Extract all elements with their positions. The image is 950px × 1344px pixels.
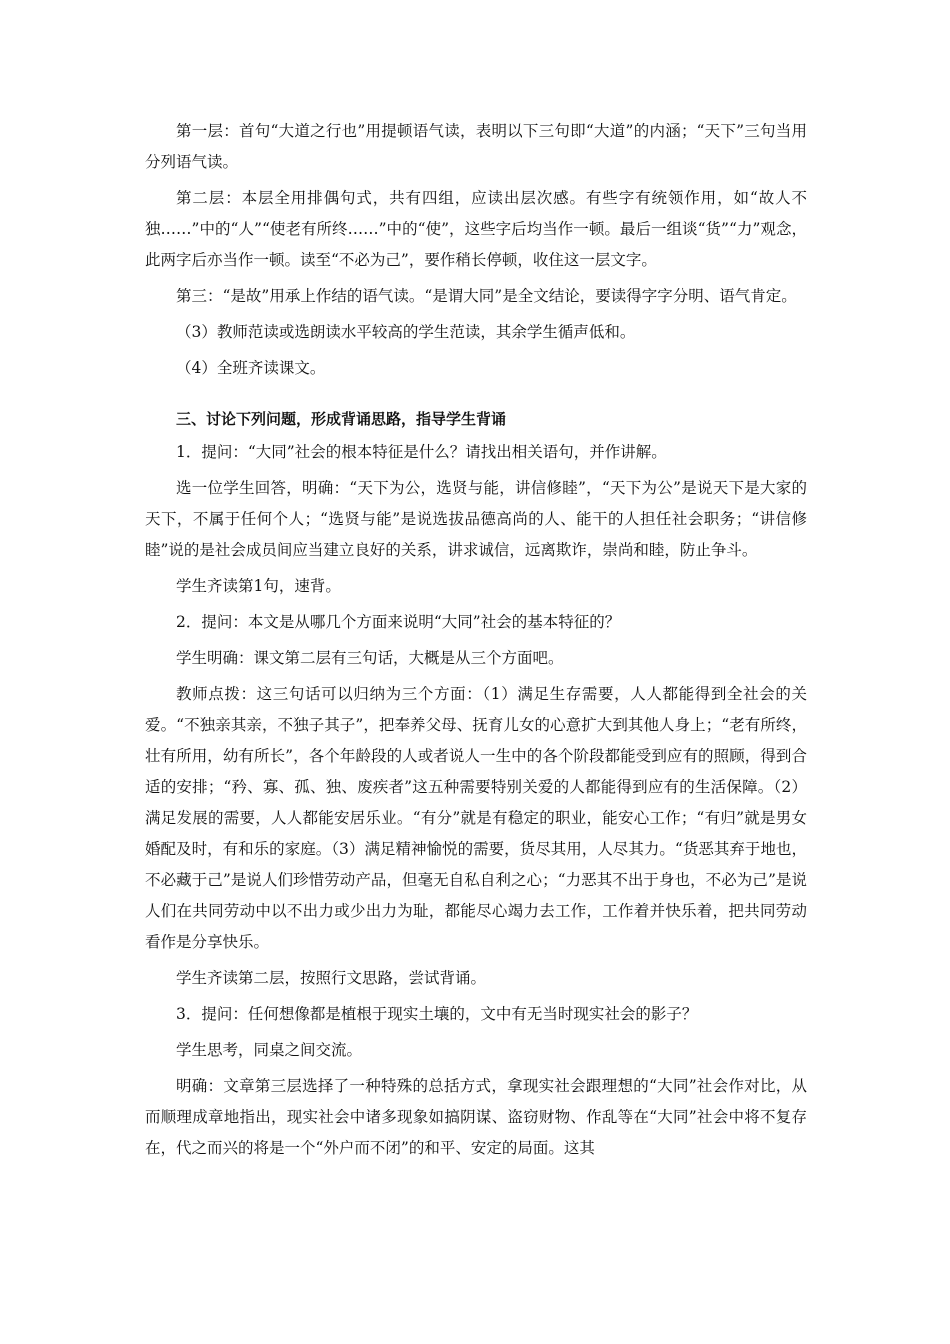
paragraph-answer-3: 明确：文章第三层选择了一种特殊的总括方式，拿现实社会跟理想的“大同”社会作对比，从而顺理成章地指出，现实社会中诸多现象如搞阴谋、盗窃财物、作乱等在“大同”社会中将不复存在，代之而兴的将是一个“外户而不闭”的和平、安定的局面。这其 xyxy=(145,1077,807,1157)
section-heading: 三、讨论下列问题，形成背诵思路，指导学生背诵 xyxy=(176,410,507,428)
paragraph-answer-1: 选一位学生回答，明确：“天下为公，选贤与能，讲信修睦”，“天下为公”是说天下是大家的天下，不属于任何个人；“选贤与能”是说选拔品德高尚的人、能干的人担任社会职务；“讲信修睦”说的是社会成员间应当建立良好的关系，讲求诚信，远离欺诈，崇尚和睦，防止争斗。 xyxy=(145,479,807,559)
paragraph-layer-three: 第三：“是故”用承上作结的语气读。“是谓大同”是全文结论，要读得字字分明、语气肯定。 xyxy=(176,287,797,305)
paragraph-student-answer-2: 学生明确：课文第二层有三句话，大概是从三个方面吧。 xyxy=(176,649,564,667)
paragraph-layer-two: 第二层：本层全用排偶句式，共有四组，应读出层次感。有些字有统领作用，如“故人不独……”中的“人”“使老有所终……”中的“使”，这些字后均当作一顿。最后一组谈“货”“力”观念，此两字后亦当作一顿。读至“不必为己”，要作稍长停顿，收住这一层文字。 xyxy=(145,189,807,269)
paragraph-question-2: 2．提问：本文是从哪几个方面来说明“大同”社会的基本特征的？ xyxy=(176,613,621,631)
paragraph-step-4: （4）全班齐读课文。 xyxy=(176,359,326,377)
paragraph-recite-1: 学生齐读第1句，速背。 xyxy=(176,577,341,595)
document-page xyxy=(145,116,807,1164)
paragraph-layer-one: 第一层：首句“大道之行也”用提顿语气读，表明以下三句即“大道”的内涵；“天下”三句当用分列语气读。 xyxy=(145,122,807,171)
paragraph-step-3: （3）教师范读或选朗读水平较高的学生范读，其余学生循声低和。 xyxy=(176,323,636,341)
paragraph-question-1: 1．提问：“大同”社会的根本特征是什么？请找出相关语句，并作讲解。 xyxy=(176,443,667,461)
paragraph-teacher-guidance: 教师点拨：这三句话可以归纳为三个方面：（1）满足生存需要，人人都能得到全社会的关爱。“不独亲其亲，不独子其子”，把奉养父母、抚育儿女的心意扩大到其他人身上；“老有所终，壮有所用，幼有所长”，各个年龄段的人或者说人一生中的各个阶段都能受到应有的照顾，得到合适的安排；“矜、寡、孤、独、废疾者”这五种需要特别关爱的人都能得到应有的生活保障。（2）满足发展的需要，人人都能安居乐业。“有分”就是有稳定的职业，能安心工作；“有归”就是男女婚配及时，有和乐的家庭。（3）满足精神愉悦的需要，货尽其用，人尽其力。“货恶其弃于地也，不必藏于己”是说人们珍惜劳动产品，但毫无自私自利之心；“力恶其不出于身也，不必为己”是说人们在共同劳动中以不出力或少出力为耻，都能尽心竭力去工作，工作着并快乐着，把共同劳动看作是分享快乐。 xyxy=(145,685,807,951)
paragraph-question-3: 3．提问：任何想像都是植根于现实土壤的，文中有无当时现实社会的影子？ xyxy=(176,1005,698,1023)
paragraph-recite-2: 学生齐读第二层，按照行文思路，尝试背诵。 xyxy=(176,969,487,987)
paragraph-student-think: 学生思考，同桌之间交流。 xyxy=(176,1041,363,1059)
